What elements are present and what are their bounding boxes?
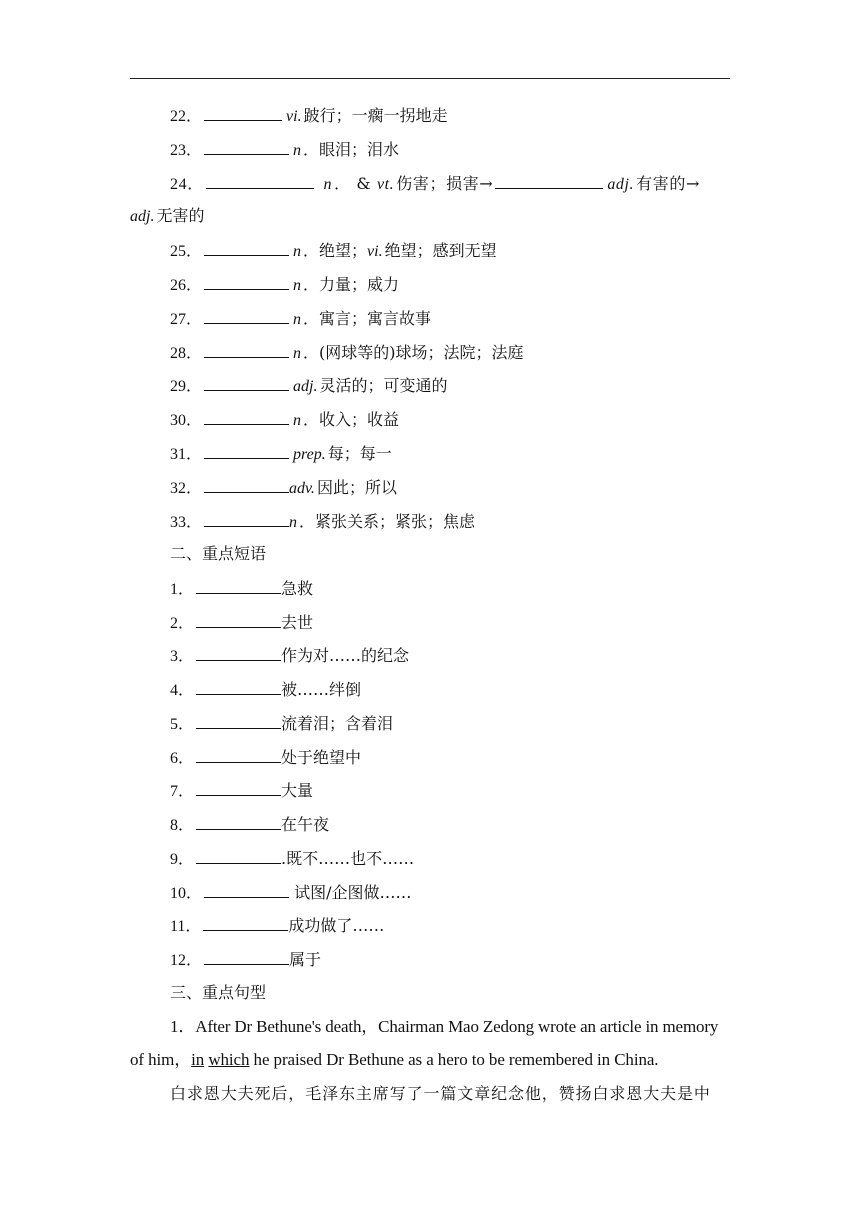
answer-blank[interactable] xyxy=(204,305,289,324)
item-number: 11． xyxy=(170,918,202,935)
phrase-item-6 xyxy=(170,744,361,770)
phrase-item-11 xyxy=(170,912,384,938)
item-number: 2． xyxy=(170,615,195,632)
answer-blank[interactable] xyxy=(204,474,289,493)
part-of-speech: n xyxy=(293,345,302,362)
underlined-word: which xyxy=(208,1050,250,1069)
answer-blank[interactable] xyxy=(196,642,281,661)
answer-blank[interactable] xyxy=(204,440,289,459)
answer-blank[interactable] xyxy=(204,339,289,358)
answer-blank[interactable] xyxy=(196,609,281,628)
answer-blank[interactable] xyxy=(495,170,603,189)
phrase-item-2 xyxy=(170,609,313,635)
separator: ． & xyxy=(334,174,372,193)
vocab-item-26 xyxy=(170,271,399,297)
item-number: 4． xyxy=(170,682,195,699)
meaning: ．眼泪；泪水 xyxy=(303,140,400,159)
phrase-meaning: .既不……也不…… xyxy=(281,849,415,868)
vocab-item-28 xyxy=(170,339,524,365)
meaning: 灵活的；可变通的 xyxy=(319,376,448,395)
sentence-1-translation: 白求恩大夫死后，毛泽东主席写了一篇文章纪念他，赞扬白求恩大夫是中 xyxy=(170,1084,711,1103)
part-of-speech: n xyxy=(323,176,333,193)
answer-blank[interactable] xyxy=(204,372,289,391)
phrase-item-8 xyxy=(170,811,329,837)
sentence-text: of him， xyxy=(130,1050,192,1069)
part-of-speech: vt. xyxy=(376,176,395,193)
answer-blank[interactable] xyxy=(204,136,289,155)
part-of-speech: n xyxy=(293,412,302,429)
answer-blank[interactable] xyxy=(206,170,314,189)
item-number: 23． xyxy=(170,142,203,159)
part-of-speech: vi. xyxy=(286,108,302,125)
vocab-item-24 xyxy=(170,170,700,196)
answer-blank[interactable] xyxy=(204,237,289,256)
answer-blank[interactable] xyxy=(196,676,281,695)
phrase-meaning: 试图/企图做…… xyxy=(289,883,412,902)
part-of-speech: adj. xyxy=(130,208,155,225)
meaning: 伤害；损害→ xyxy=(396,174,494,193)
part-of-speech: n xyxy=(293,243,302,260)
meaning: ．(网球等的)球场；法院；法庭 xyxy=(303,343,524,362)
meaning: 绝望；感到无望 xyxy=(384,241,497,260)
part-of-speech: vi. xyxy=(367,243,383,260)
item-number: 27． xyxy=(170,311,203,328)
phrase-meaning: 成功做了…… xyxy=(288,916,385,935)
item-number: 6． xyxy=(170,750,195,767)
section-heading-sentences: 三、重点句型 xyxy=(170,983,267,1002)
phrase-item-9 xyxy=(170,845,414,871)
meaning: 因此；所以 xyxy=(316,478,397,497)
item-number: 1． xyxy=(170,581,195,598)
phrase-meaning: 在午夜 xyxy=(281,815,330,834)
meaning: ．寓言；寓言故事 xyxy=(303,309,432,328)
phrase-item-10 xyxy=(170,879,412,905)
item-number: 12． xyxy=(170,952,203,969)
item-number: 8． xyxy=(170,817,195,834)
part-of-speech: n xyxy=(293,277,302,294)
phrase-item-3 xyxy=(170,642,409,668)
meaning: 每；每一 xyxy=(327,444,392,463)
answer-blank[interactable] xyxy=(196,777,281,796)
part-of-speech: adj. xyxy=(607,176,635,193)
section-heading-phrases: 二、重点短语 xyxy=(170,544,267,563)
item-number: 25． xyxy=(170,243,203,260)
vocab-item-25 xyxy=(170,237,497,263)
phrase-item-1 xyxy=(170,575,313,601)
part-of-speech: adv. xyxy=(289,480,315,497)
vocab-item-24-cont xyxy=(130,203,730,229)
item-number: 26． xyxy=(170,277,203,294)
answer-blank[interactable] xyxy=(204,406,289,425)
answer-blank[interactable] xyxy=(204,946,289,965)
phrase-meaning: 急救 xyxy=(281,579,314,598)
answer-blank[interactable] xyxy=(196,845,281,864)
answer-blank[interactable] xyxy=(204,271,289,290)
phrase-meaning: 属于 xyxy=(289,950,322,969)
part-of-speech: prep. xyxy=(293,446,326,463)
sentence-1-line-2 xyxy=(130,1047,730,1073)
answer-blank[interactable] xyxy=(196,744,281,763)
vocab-item-23 xyxy=(170,136,399,162)
answer-blank[interactable] xyxy=(196,575,281,594)
item-number: 31． xyxy=(170,446,203,463)
underlined-word: in xyxy=(191,1050,205,1069)
vocab-item-32 xyxy=(170,474,397,500)
vocab-item-30 xyxy=(170,406,399,432)
phrase-item-12 xyxy=(170,946,321,972)
answer-blank[interactable] xyxy=(204,879,289,898)
item-number: 32． xyxy=(170,480,203,497)
phrase-meaning: 大量 xyxy=(281,781,314,800)
sentence-1-line-1: 1．After Dr Bethune's death，Chairman Mao Zedong wrote an article in memory xyxy=(170,1017,719,1036)
header-rule xyxy=(130,78,730,79)
phrase-item-5 xyxy=(170,710,393,736)
item-number: 30． xyxy=(170,412,203,429)
item-number: 33． xyxy=(170,514,203,531)
phrase-meaning: 被……绊倒 xyxy=(281,680,362,699)
answer-blank[interactable] xyxy=(204,102,282,121)
meaning: 无害的 xyxy=(156,206,205,225)
answer-blank[interactable] xyxy=(196,811,281,830)
phrase-item-7 xyxy=(170,777,313,803)
phrase-item-4 xyxy=(170,676,361,702)
item-number: 10． xyxy=(170,885,203,902)
item-number: 7． xyxy=(170,783,195,800)
vocab-item-22 xyxy=(170,102,448,128)
answer-blank[interactable] xyxy=(203,912,288,931)
meaning: 跛行；一瘸一拐地走 xyxy=(303,106,448,125)
vocab-item-31 xyxy=(170,440,392,466)
vocab-item-29 xyxy=(170,372,447,398)
answer-blank[interactable] xyxy=(196,710,281,729)
item-number: 22． xyxy=(170,108,203,125)
meaning: ．力量；威力 xyxy=(303,275,400,294)
meaning: 有害的→ xyxy=(636,174,700,193)
meaning: ．紧张关系；紧张；焦虑 xyxy=(299,512,476,531)
part-of-speech: n xyxy=(293,142,302,159)
vocab-item-27 xyxy=(170,305,431,331)
item-number: 24． xyxy=(170,176,204,193)
meaning: ．绝望； xyxy=(303,241,368,260)
item-number: 5． xyxy=(170,716,195,733)
vocab-item-33 xyxy=(170,508,475,534)
item-number: 9． xyxy=(170,851,195,868)
part-of-speech: n xyxy=(293,311,302,328)
item-number: 29． xyxy=(170,378,203,395)
part-of-speech: n xyxy=(289,514,298,531)
phrase-meaning: 流着泪；含着泪 xyxy=(281,714,394,733)
sentence-text: he praised Dr Bethune as a hero to be remembered in China. xyxy=(249,1050,659,1069)
item-number: 28． xyxy=(170,345,203,362)
meaning: ．收入；收益 xyxy=(303,410,400,429)
part-of-speech: adj. xyxy=(293,378,318,395)
phrase-meaning: 作为对……的纪念 xyxy=(281,646,410,665)
phrase-meaning: 处于绝望中 xyxy=(281,748,362,767)
phrase-meaning: 去世 xyxy=(281,613,314,632)
answer-blank[interactable] xyxy=(204,508,289,527)
item-number: 3． xyxy=(170,648,195,665)
